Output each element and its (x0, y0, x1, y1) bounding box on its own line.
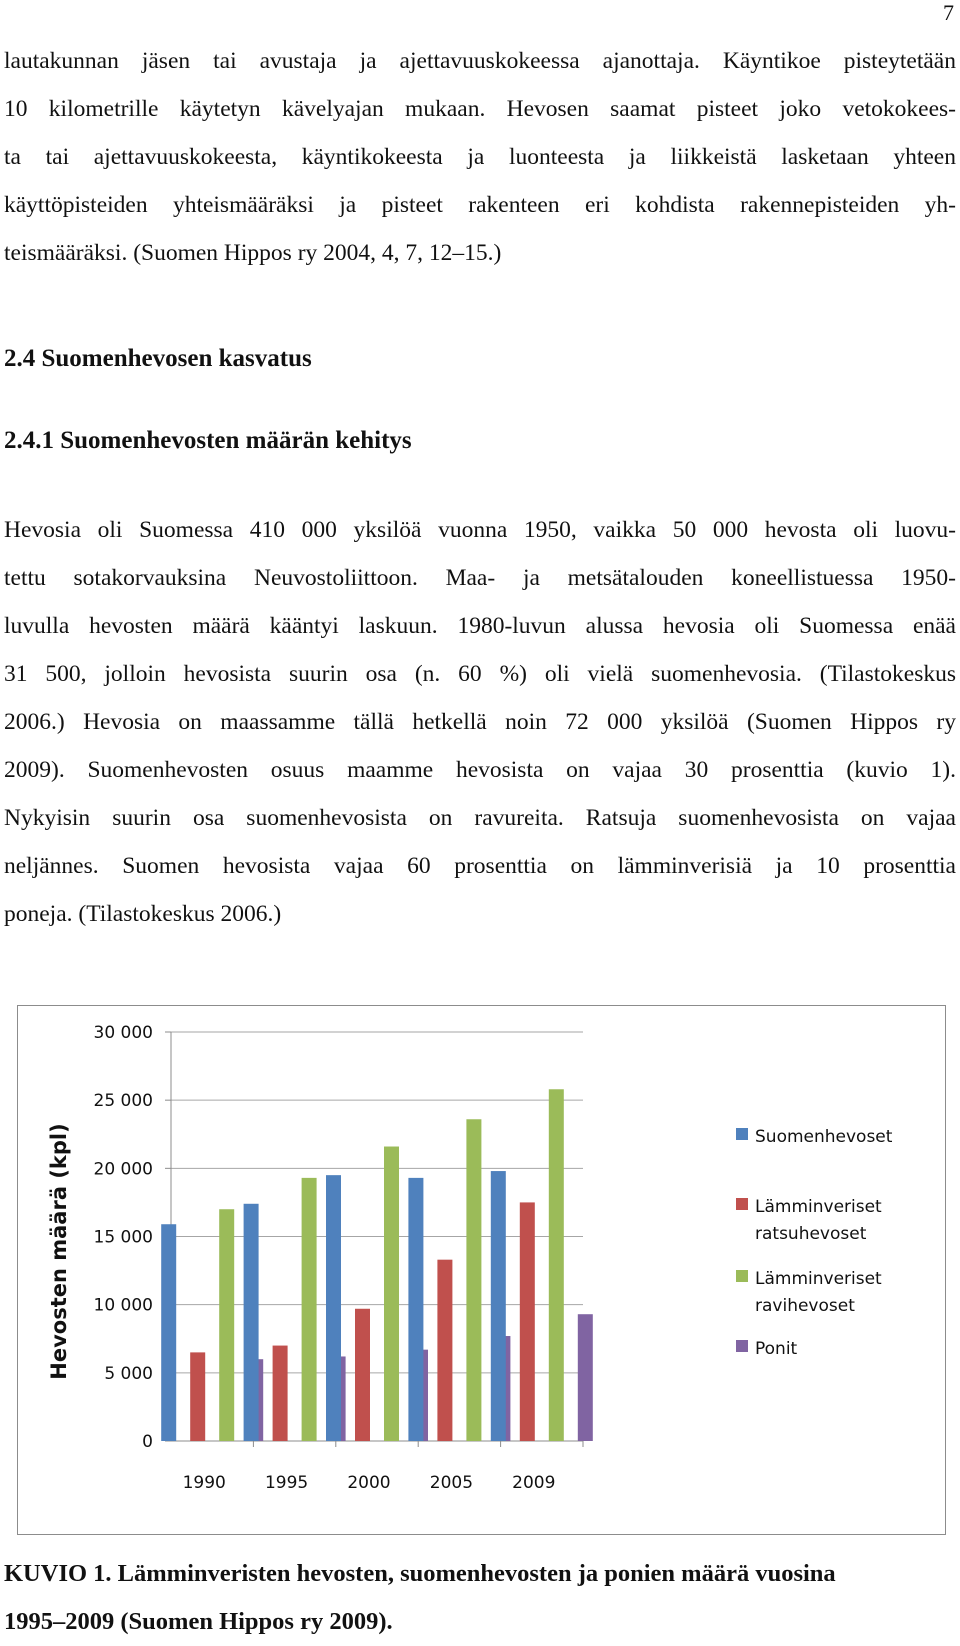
bar (520, 1202, 535, 1441)
bar (161, 1224, 176, 1441)
chart (17, 1005, 946, 1535)
intro-paragraph (4, 37, 956, 277)
caption-line: KUVIO 1. Lämminveristen hevosten, suomenhevosten ja ponien määrä vuosina (4, 1560, 836, 1587)
x-tick-label: 2005 (429, 1473, 474, 1493)
bar (219, 1209, 234, 1441)
bar (190, 1352, 205, 1441)
y-tick-label: 25 000 (93, 1091, 153, 1112)
paragraph-line: poneja. (Tilastokeskus 2006.) (4, 901, 282, 927)
section-heading: 2.4 Suomenhevosen kasvatus (4, 345, 312, 372)
bar (326, 1175, 341, 1441)
figure-caption (4, 1550, 956, 1646)
x-tick-label: 1990 (182, 1473, 226, 1493)
paragraph-line: neljännes. Suomen hevosista vajaa 60 prosenttia on lämminverisiä ja 10 prosenttia (4, 853, 956, 879)
legend-swatch (736, 1340, 748, 1352)
bar (437, 1260, 452, 1441)
legend-swatch (736, 1198, 748, 1210)
y-tick-label: 10 000 (93, 1295, 153, 1316)
bar (466, 1119, 481, 1441)
y-tick-label: 0 (142, 1432, 153, 1452)
body-paragraph (4, 506, 956, 938)
bar (384, 1147, 399, 1441)
bar (408, 1178, 423, 1441)
bar (273, 1346, 288, 1441)
paragraph-line: käyttöpisteiden yhteismääräksi ja pisteet rakenteen eri kohdista rakennepisteiden yh- (4, 192, 956, 218)
legend-label: ratsuhevoset (755, 1224, 867, 1244)
y-tick-label: 30 000 (93, 1023, 153, 1043)
bar (549, 1089, 564, 1441)
paragraph-line: Hevosia oli Suomessa 410 000 yksilöä vuonna 1950, vaikka 50 000 hevosta oli luovu- (4, 517, 956, 543)
legend-label: Ponit (755, 1339, 798, 1359)
paragraph-line: tettu sotakorvauksina Neuvostoliittoon. Maa- ja metsätalouden koneellistuessa 1950- (4, 565, 956, 591)
subsection-heading: 2.4.1 Suomenhevosten määrän kehitys (4, 427, 412, 454)
paragraph-line: 31 500, jolloin hevosista suurin osa (n. 60 %) oli vielä suomenhevosia. (Tilastokeskus (4, 661, 956, 687)
paragraph-line: lautakunnan jäsen tai avustaja ja ajettavuuskokeessa ajanottaja. Käyntikoe pisteytetään (4, 48, 956, 74)
paragraph-line: 10 kilometrille käytetyn kävelyajan mukaan. Hevosen saamat pisteet joko vetokokees- (4, 96, 956, 122)
caption-line: 1995–2009 (Suomen Hippos ry 2009). (4, 1608, 393, 1635)
y-tick-label: 5 000 (104, 1363, 153, 1384)
legend-label: Lämminveriset (755, 1197, 882, 1217)
bar (578, 1314, 593, 1441)
legend-swatch (736, 1270, 748, 1282)
bar (491, 1171, 506, 1441)
x-tick-label: 2000 (347, 1473, 391, 1493)
y-tick-label: 20 000 (93, 1159, 153, 1180)
legend-label: ravihevoset (755, 1296, 855, 1316)
legend-label: Suomenhevoset (755, 1127, 893, 1147)
y-tick-label: 15 000 (93, 1227, 153, 1248)
paragraph-line: Nykyisin suurin osa suomenhevosista on ravureita. Ratsuja suomenhevosista on vajaa (4, 805, 956, 831)
bar-chart-svg (18, 1006, 945, 1534)
legend-label: Lämminveriset (755, 1269, 882, 1289)
bar (244, 1204, 259, 1441)
legend-swatch (736, 1128, 748, 1140)
y-axis-title: Hevosten määrä (kpl) (47, 1123, 71, 1380)
bar (302, 1178, 317, 1441)
x-tick-label: 2009 (512, 1473, 556, 1493)
paragraph-line: 2006.) Hevosia on maassamme tällä hetkellä noin 72 000 yksilöä (Suomen Hippos ry (4, 709, 956, 735)
x-tick-label: 1995 (264, 1473, 309, 1493)
page-number: 7 (943, 0, 954, 25)
paragraph-line: teismääräksi. (Suomen Hippos ry 2004, 4, 7, 12–15.) (4, 240, 502, 266)
paragraph-line: luvulla hevosten määrä kääntyi laskuun. 1980-luvun alussa hevosia oli Suomessa enää (4, 613, 956, 639)
bar (355, 1309, 370, 1441)
paragraph-line: 2009). Suomenhevosten osuus maamme hevosista on vajaa 30 prosenttia (kuvio 1). (4, 757, 956, 783)
paragraph-line: ta tai ajettavuuskokeesta, käyntikokeesta ja luonteesta ja liikkeistä lasketaan yhteen (4, 144, 956, 170)
